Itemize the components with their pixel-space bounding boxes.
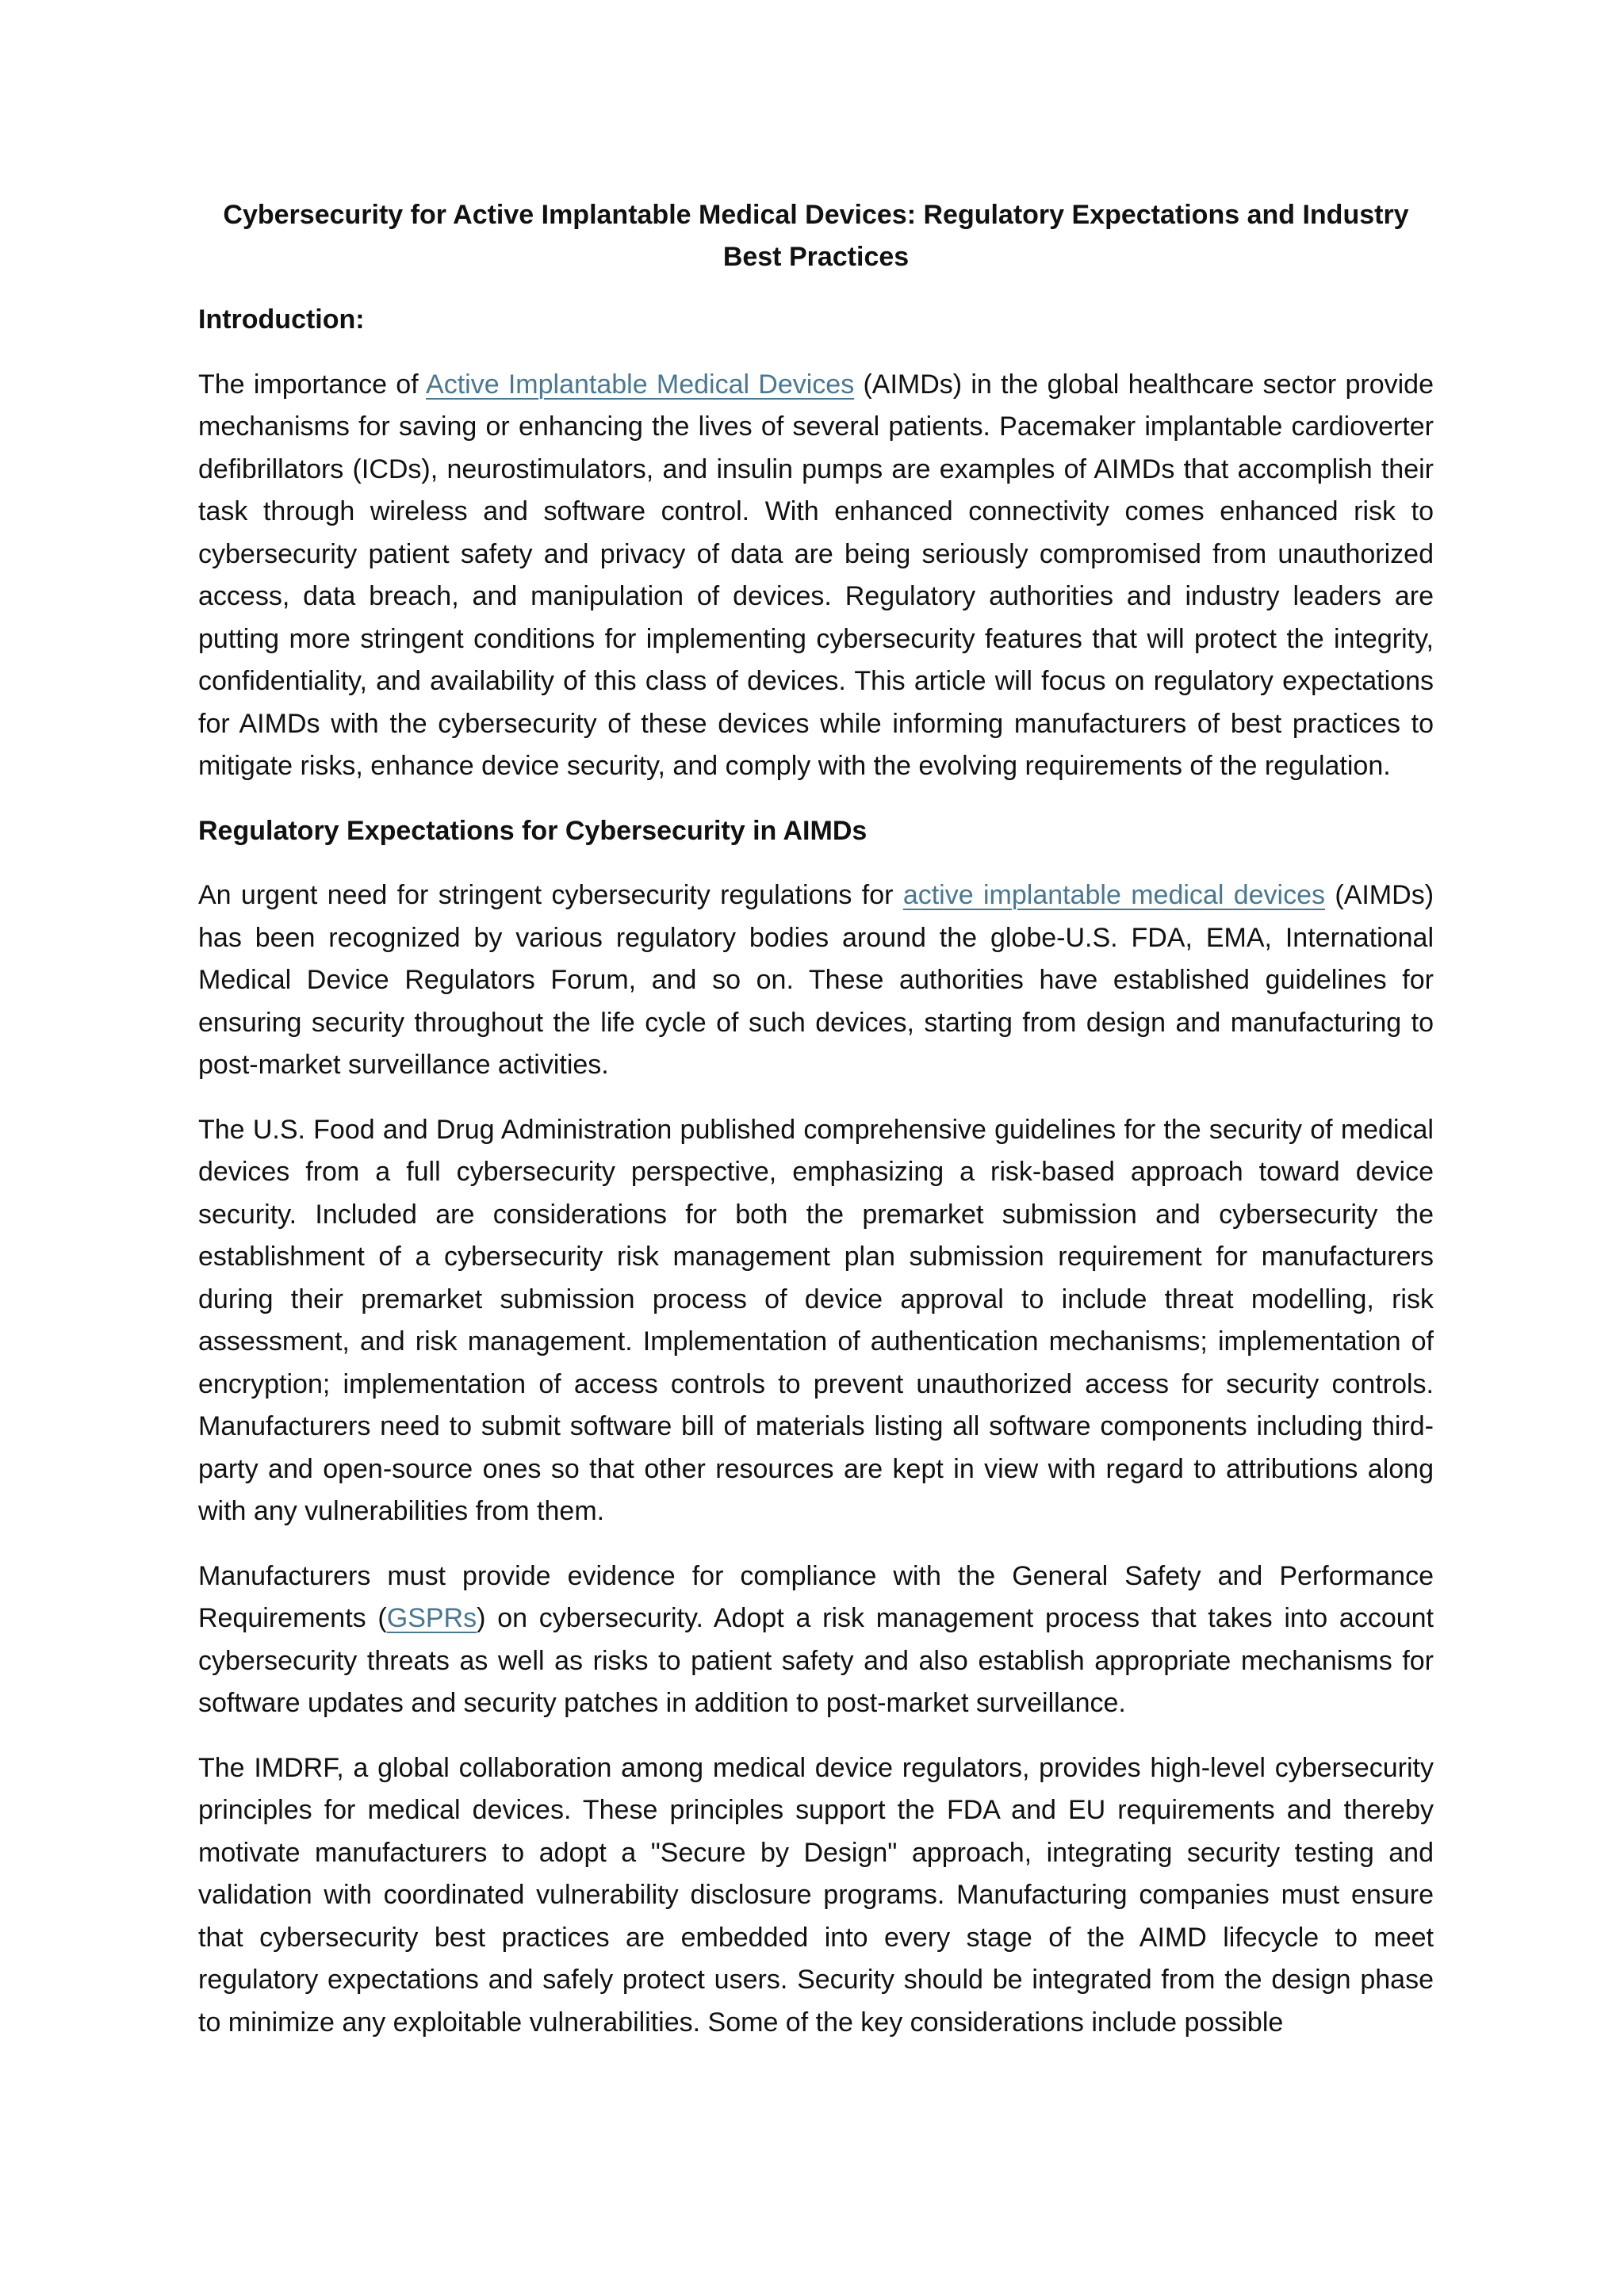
intro-text-start: The importance of bbox=[198, 369, 427, 400]
regulatory-p1-text-start: An urgent need for stringent cybersecurity regulations for bbox=[198, 880, 903, 910]
regulatory-paragraph-2: The U.S. Food and Drug Administration published comprehensive guidelines for the security of medical devices from a full cybersecurity perspective, emphasizing a risk-based approach toward device security. Included are considerations for both the premarket submission and cybersecurity the establishment of a cybersecurity risk management plan submission requirement for manufacturers during their premarket submission process of device approval to include threat modelling, risk assessment, and risk management. Implementation of authentication mechanisms; implementation of encryption; implementation of access controls to prevent unauthorized access for security controls. Manufacturers need to submit software bill of materials listing all software components including third-party and open-source ones so that other resources are kept in view with regard to attributions along with any vulnerabilities from them. bbox=[198, 1114, 1434, 1526]
intro-text-end: (AIMDs) in the global healthcare sector provide mechanisms for saving or enhancing the lives of several patients. Pacemaker implantable cardioverter defibrillators (ICDs), neurostimulators, and insulin pumps are examples of AIMDs that accomplish their task through wireless and software control. With enhanced connectivity comes enhanced risk to cybersecurity patient safety and privacy of data are being seriously compromised from unauthorized access, data breach, and manipulation of devices. Regulatory authorities and industry leaders are putting more stringent conditions for implementing cybersecurity features that will protect the integrity, confidentiality, and availability of this class of devices. This article will focus on regulatory expectations for AIMDs with the cybersecurity of these devices while informing manufacturers of best practices to mitigate risks, enhance device security, and comply with the evolving requirements of the regulation. bbox=[198, 369, 1434, 781]
regulatory-p3-text-start: Manufacturers must provide evidence for compliance with the General Safety and Performance Requirements ( bbox=[198, 1560, 1434, 1633]
intro-heading: Introduction: bbox=[198, 304, 365, 335]
regulatory-p1-text-end: (AIMDs) has been recognized by various regulatory bodies around the globe-U.S. FDA, EMA, International Medical Device Regulators Forum, and so on. These authorities have established guidelines for ensuring security throughout the life cycle of such devices, starting from design and manufacturing to post-market surveillance activities. bbox=[198, 880, 1434, 1080]
intro-paragraph bbox=[198, 364, 1434, 788]
regulatory-paragraph-1 bbox=[198, 874, 1434, 1087]
aimd-link[interactable]: Active Implantable Medical Devices bbox=[426, 369, 855, 400]
regulatory-paragraph-3 bbox=[198, 1556, 1434, 1725]
aimd-link-2[interactable]: active implantable medical devices bbox=[902, 880, 1326, 910]
document-title: Cybersecurity for Active Implantable Medical Devices: Regulatory Expectations and Industry Best Practices bbox=[223, 200, 1409, 272]
gsprs-link[interactable]: GSPRs bbox=[386, 1603, 477, 1633]
regulatory-heading: Regulatory Expectations for Cybersecurity in AIMDs bbox=[198, 815, 868, 846]
regulatory-p3-text-end: ) on cybersecurity. Adopt a risk management process that takes into account cybersecurity threats as well as risks to patient safety and also establish appropriate mechanisms for software updates and security patches in addition to post-market surveillance. bbox=[198, 1603, 1434, 1718]
document-body bbox=[198, 194, 1434, 2066]
regulatory-paragraph-4: The IMDRF, a global collaboration among medical device regulators, provides high-level cybersecurity principles for medical devices. These principles support the FDA and EU requirements and thereby motivate manufacturers to adopt a "Secure by Design" approach, integrating security testing and validation with coordinated vulnerability disclosure programs. Manufacturing companies must ensure that cybersecurity best practices are embedded into every stage of the AIMD lifecycle to meet regulatory expectations and safely protect users. Security should be integrated from the design phase to minimize any exploitable vulnerabilities. Some of the key considerations include possible bbox=[198, 1752, 1434, 2038]
